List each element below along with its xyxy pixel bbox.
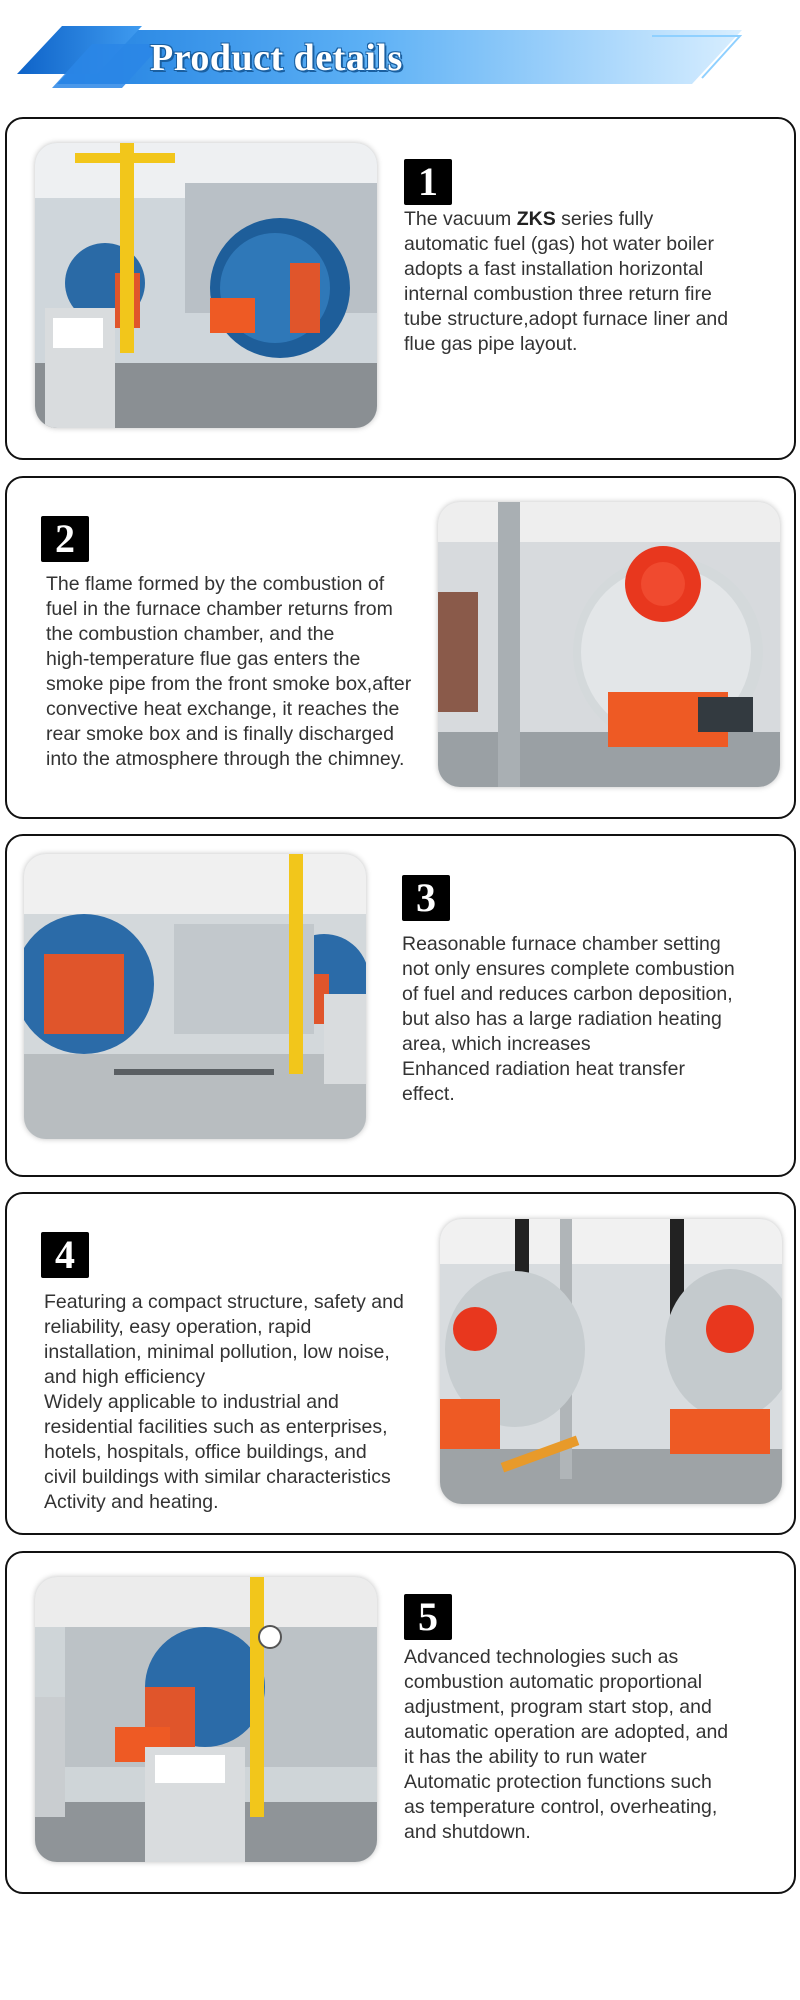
step-number-2: 2	[41, 516, 89, 562]
feature-text-1	[404, 207, 774, 357]
boiler-room-photo	[35, 143, 377, 428]
feature-text-4: Featuring a compact structure, safety and reliability, easy operation, rapid installation, minimal pollution, low noise, and high efficiency Widely applicable to industrial and residential facilities such as enterprises, hotels, hospitals, office buildings, and civil buildings with similar characteristics Activity and heating.	[44, 1291, 404, 1513]
page-title: Product details	[150, 37, 403, 79]
feature-text-5: Advanced technologies such as combustion automatic proportional adjustment, program start stop, and automatic operation are adopted, and it has the ability to run water Automatic protection functions such as temperature control, overheating, and shutdown.	[404, 1646, 729, 1843]
step-number-1: 1	[404, 159, 452, 205]
feature-text-1-lead: The vacuum	[404, 208, 517, 230]
feature-text-1-model: ZKS	[516, 208, 556, 230]
boiler-front-photo	[438, 502, 780, 787]
control-panel-photo	[35, 1577, 377, 1862]
step-number-3: 3	[402, 875, 450, 921]
feature-text-3: Reasonable furnace chamber setting not only ensures complete combustion of fuel and reduces carbon deposition, but also has a large radiation heating area, which increases Enhanced radiation heat transfer effect.	[402, 933, 735, 1105]
boiler-hall-photo	[24, 854, 366, 1139]
step-number-5: 5	[404, 1594, 452, 1640]
feature-text-2: The flame formed by the combustion of fuel in the furnace chamber returns from the combustion chamber, and the high-temperature flue gas enters the smoke pipe from the front smoke box,after convective heat exchange, it reaches the rear smoke box and is finally discharged into the atmosphere through the chimney.	[46, 573, 412, 770]
feature-text-1-rest: series fully automatic fuel (gas) hot water boiler adopts a fast installation horizontal internal combustion three return fire tube structure,adopt furnace liner and flue gas pipe layout.	[404, 208, 729, 355]
twin-boilers-photo	[440, 1219, 782, 1504]
step-number-4: 4	[41, 1232, 89, 1278]
